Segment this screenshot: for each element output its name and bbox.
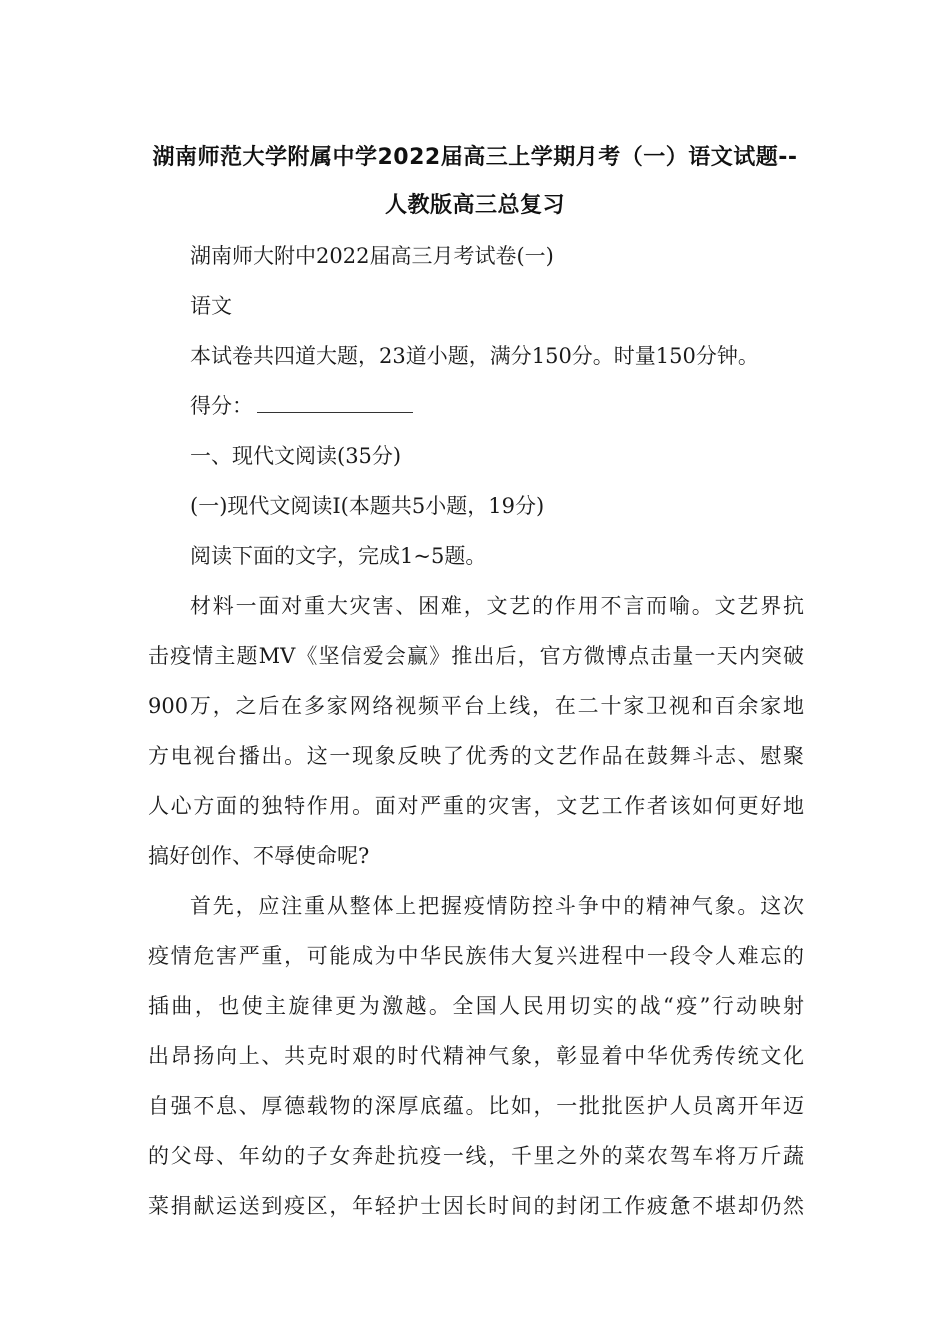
subject-label: 语文 <box>190 294 232 318</box>
score-row <box>190 390 413 420</box>
score-label: 得分： <box>190 394 253 418</box>
paragraph-1-line-2: 击疫情主题MV《坚信爱会赢》推出后，官方微博点击量一天内突破 <box>148 644 804 668</box>
document-title-line-2: 人教版高三总复习 <box>384 193 565 218</box>
paragraph-2-line-2: 疫情危害严重，可能成为中华民族伟大复兴进程中一段令人难忘的 <box>148 944 804 968</box>
section-heading: 一、现代文阅读(35分) <box>190 444 402 468</box>
paragraph-1-line-5: 人心方面的独特作用。面对严重的灾害，文艺工作者该如何更好地 <box>148 794 804 818</box>
paragraph-1-line-3: 900万，之后在多家网络视频平台上线，在二十家卫视和百余家地 <box>148 694 804 718</box>
paragraph-2-line-1: 首先，应注重从整体上把握疫情防控斗争中的精神气象。这次 <box>190 894 804 918</box>
reading-directions: 阅读下面的文字，完成1~5题。 <box>190 544 487 568</box>
paragraph-1-line-6: 搞好创作、不辱使命呢? <box>148 844 370 868</box>
score-blank-line <box>257 411 413 413</box>
subsection-heading: (一)现代文阅读Ⅰ(本题共5小题，19分) <box>190 494 545 518</box>
paragraph-2-line-4: 出昂扬向上、共克时艰的时代精神气象，彰显着中华优秀传统文化 <box>148 1044 804 1068</box>
exam-instructions: 本试卷共四道大题，23道小题，满分150分。时量150分钟。 <box>190 344 759 368</box>
paragraph-2-line-3: 插曲，也使主旋律更为激越。全国人民用切实的战“疫”行动映射 <box>148 994 804 1018</box>
paragraph-2-line-6: 的父母、年幼的子女奔赴抗疫一线，千里之外的菜农驾车将万斤蔬 <box>148 1144 804 1168</box>
paragraph-2-line-5: 自强不息、厚德载物的深厚底蕴。比如，一批批医护人员离开年迈 <box>148 1094 804 1118</box>
paragraph-1-line-1: 材料一面对重大灾害、困难，文艺的作用不言而喻。文艺界抗 <box>190 594 804 618</box>
document-title-line-1: 湖南师范大学附属中学2022届高三上学期月考（一）语文试题-- <box>152 145 798 170</box>
paragraph-2-line-7: 菜捐献运送到疫区，年轻护士因长时间的封闭工作疲惫不堪却仍然 <box>148 1194 804 1218</box>
paragraph-1-line-4: 方电视台播出。这一现象反映了优秀的文艺作品在鼓舞斗志、慰聚 <box>148 744 804 768</box>
exam-name: 湖南师大附中2022届高三月考试卷(一) <box>190 244 554 268</box>
